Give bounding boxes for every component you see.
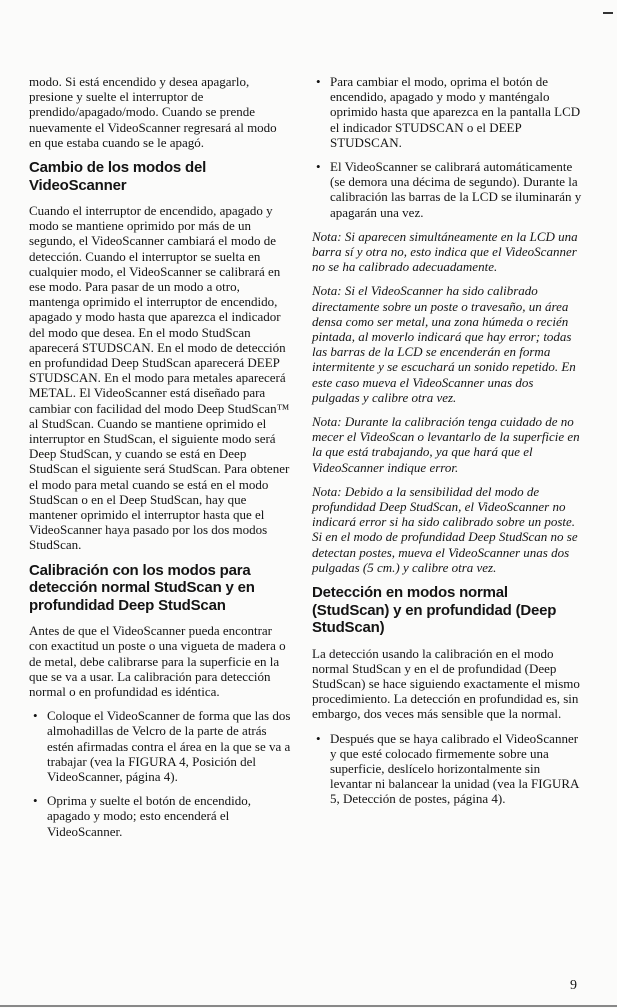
heading-cambio-modos: Cambio de los modos del VideoScanner: [29, 159, 207, 194]
bottom-rule: [0, 1005, 617, 1007]
heading-calibracion: Calibración con los modos para detección normal StudScan y en profundidad Deep StudScan: [29, 561, 255, 614]
list-item-text: Coloque el VideoScanner de forma que las dos almohadillas de Velcro de la parte de atrás estén afirmadas contra el área en la que se va a trabajar (vea la FIGURA 4, Posición del VideoScanner, página 4).: [47, 708, 291, 785]
right-bullet-list: [312, 74, 582, 220]
page-number: 9: [570, 978, 577, 993]
note-2: Nota: Si el VideoScanner ha sido calibrado directamente sobre un poste o travesaño, un área densa como ser metal, una zona húmeda o recién pintada, al moverlo indicará que hay error; todas las barras de la LCD se encenderán en forma intermitente y se escuchará un sonido repetido. En este caso mueva el VideoScanner unas dos pulgadas y calibre otra vez.: [312, 283, 576, 405]
left-column: [29, 74, 291, 848]
intro-paragraph: modo. Si está encendido y desea apagarlo, presione y suelte el interruptor de prendido/apagado/modo. Cuando se prende nuevamente el VideoScanner regresará al modo en que estaba cuando se le apagó.: [29, 74, 277, 150]
list-item: [312, 74, 582, 150]
bullet-icon: •: [316, 159, 321, 175]
bullet-icon: •: [316, 730, 321, 746]
list-item-text: Oprima y suelte el botón de encendido, apagado y modo; esto encenderá el VideoScanner.: [47, 793, 251, 839]
note-1: Nota: Si aparecen simultáneamente en la LCD una barra sí y otra no, esto indica que el VideoScanner no se ha calibrado adecuadamente.: [312, 228, 578, 275]
note-4: Nota: Debido a la sensibilidad del modo de profundidad Deep StudScan, el VideoScanner no indicará error si ha sido calibrado sobre un poste. Si en el modo de profundidad Deep StudScan no se detectan postes, mueva el VideoScanner unas dos pulgadas (5 cm.) y calibre otra vez.: [312, 483, 578, 575]
heading-deteccion: Detección en modos normal (StudScan) y en profundidad (Deep StudScan): [312, 584, 557, 637]
left-bullet-list: [29, 708, 291, 839]
right-final-bullet-list: [312, 731, 582, 807]
list-item: [312, 731, 582, 807]
list-item-text: Para cambiar el modo, oprima el botón de encendido, apagado y modo y manténgalo oprimido hasta que aparezca en la pantalla LCD el indicador STUDSCAN o el DEEP STUDSCAN.: [330, 74, 581, 150]
calibracion-paragraph: Antes de que el VideoScanner pueda encontrar con exactitud un poste o una vigueta de madera o de metal, debe calibrarse para la superficie en la que se va a usar. La calibración para detección normal o en profundidad es idéntica.: [29, 623, 286, 699]
right-column: [312, 74, 582, 816]
bullet-icon: •: [33, 793, 38, 809]
bullet-icon: •: [33, 708, 38, 724]
list-item: [312, 159, 582, 220]
list-item-text: El VideoScanner se calibrará automáticamente (se demora una décima de segundo). Durante la calibración las barras de la LCD se iluminarán y apagarán una vez.: [330, 159, 582, 220]
list-item-text: Después que se haya calibrado el VideoScanner y que esté colocado firmemente sobre una superficie, deslícelo horizontalmente sin levantar ni balancear la unidad (vea la FIGURA 5, Detección de postes, página 4).: [330, 730, 579, 807]
list-item: [29, 793, 291, 839]
cambio-paragraph: Cuando el interruptor de encendido, apagado y modo se mantiene oprimido por más de un segundo, el VideoScanner cambiará el modo de detección. Cuando el interruptor se suelta en cualquier modo, el VideoScanner se calibrará en ese modo. Para pasar de un modo a otro, mantenga oprimido el interruptor de encendido, apagado y modo hasta que aparezca el indicador del modo que desea. En el modo StudScan aparecerá STUDSCAN. En el modo de detección en profundidad Deep StudScan aparecerá DEEP STUDSCAN. En el modo para metales aparecerá METAL. El VideoScanner está diseñado para cambiar con facilidad del modo Deep StudScan™ al StudScan. Cuando se mantiene oprimido el interruptor en StudScan, el siguiente modo será Deep StudScan, y cuando se está en Deep StudScan el siguiente será StudScan. Para obtener el modo para metal cuando se está en el modo StudScan o en el Deep StudScan, hay que mantener oprimido el interruptor hasta que el VideoScanner haya pasado por los dos modos StudScan.: [29, 203, 290, 553]
bullet-icon: •: [316, 74, 321, 89]
corner-mark: [603, 12, 613, 14]
deteccion-paragraph: La detección usando la calibración en el modo normal StudScan y en el de profundidad (Deep StudScan) se hace siguiendo exactamente el mismo procedimiento. La detección en profundidad es, sin embargo, dos veces más sensible que la normal.: [312, 645, 580, 722]
list-item: [29, 708, 291, 784]
note-3: Nota: Durante la calibración tenga cuidado de no mecer el VideoScan o levantarlo de la superficie en la que está trabajando, ya que hará que el VideoScanner indique error.: [312, 414, 580, 475]
